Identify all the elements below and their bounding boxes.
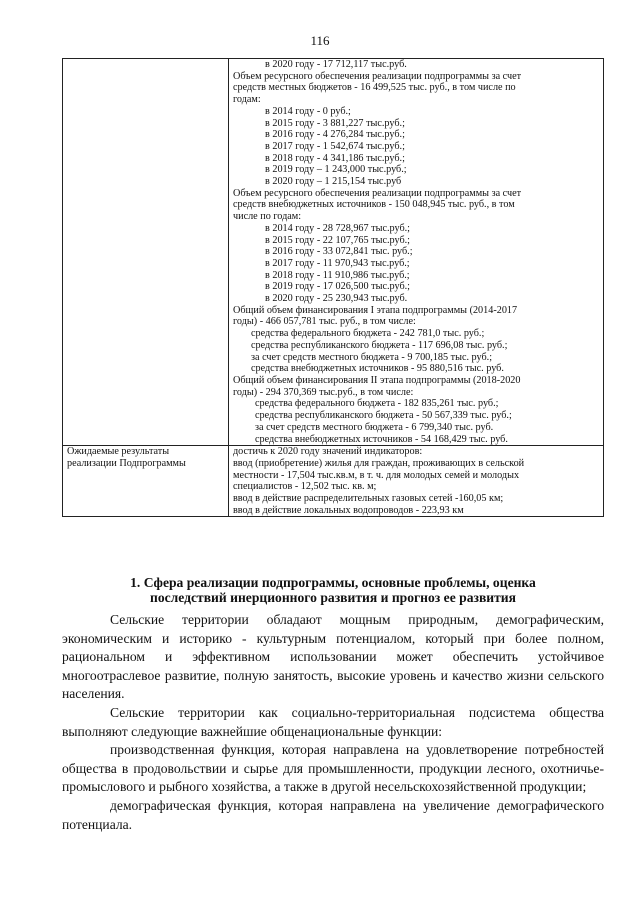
table-row (63, 446, 604, 517)
funding-line: Общий объем финансирования II этапа подпрограммы (2018-2020 (233, 374, 521, 386)
funding-line: в 2016 году - 33 072,841 тыс. руб.; (265, 246, 413, 258)
funding-line: средства республиканского бюджета - 50 567,339 тыс. руб.; (255, 410, 512, 422)
paragraph: Сельские территории как социально-территориальная подсистема общества выполняют следующие важнейшие общенациональные функции: (62, 704, 604, 739)
funding-line: средств местных бюджетов - 16 499,525 тыс. руб., в том числе по (233, 82, 516, 94)
table-row (63, 59, 604, 446)
funding-line: в 2015 году - 22 107,765 тыс.руб.; (265, 234, 411, 246)
funding-line: за счет средств местного бюджета - 6 799,340 тыс. руб. (255, 421, 494, 433)
funding-line: годы) - 466 057,781 тыс. руб., в том числе: (233, 316, 416, 328)
funding-line: в 2016 году - 4 276,284 тыс.руб.; (265, 129, 405, 141)
funding-line: в 2015 году - 3 881,227 тыс.руб.; (265, 117, 405, 129)
funding-line: в 2018 году - 11 910,986 тыс.руб.; (265, 269, 410, 281)
paragraph: производственная функция, которая направлена на удовлетворение потребностей общества в продовольствии и сырье для промышленности, продукции лесного, охотничье-промыслового и рыбного хозяйства, а также в другой несельскохозяйственной продукции; (62, 742, 604, 795)
section-heading-line: 1. Сфера реализации подпрограммы, основные проблемы, оценка (130, 575, 536, 590)
funding-line: Объем ресурсного обеспечения реализации подпрограммы за счет (233, 70, 522, 82)
table-cell-empty (63, 59, 229, 446)
funding-line: за счет средств местного бюджета - 9 700,185 тыс. руб.; (251, 351, 493, 363)
funding-line: Общий объем финансирования I этапа подпрограммы (2014-2017 (233, 304, 518, 316)
expected-results-label-cell (63, 446, 229, 517)
funding-line: средств внебюджетных источников - 150 048,945 тыс. руб., в том (233, 199, 515, 211)
funding-line: средства республиканского бюджета - 117 696,08 тыс. руб.; (251, 339, 508, 351)
result-line: ввод в действие локальных водопроводов - 223,93 км (233, 504, 464, 516)
program-passport-table (62, 58, 604, 517)
expected-results-label: Ожидаемые результаты (67, 446, 170, 458)
expected-results-label: реализации Подпрограммы (67, 457, 186, 469)
funding-line: в 2019 году - 17 026,500 тыс.руб.; (265, 281, 411, 293)
funding-line: средства внебюджетных источников - 54 168,429 тыс. руб. (255, 433, 508, 445)
page-number: 116 (310, 33, 330, 48)
paragraph: демографическая функция, которая направлена на увеличение демографического потенциала. (62, 797, 604, 832)
result-line: местности - 17,504 тыс.кв.м, в т. ч. для молодых семей и молодых (233, 469, 520, 481)
funding-line: в 2018 году - 4 341,186 тыс.руб.; (265, 152, 405, 164)
result-line: ввод (приобретение) жилья для граждан, проживающих в сельской (233, 457, 525, 469)
funding-line: в 2020 году - 17 712,117 тыс.руб. (265, 59, 407, 70)
funding-line: в 2020 году - 25 230,943 тыс.руб. (265, 293, 408, 305)
expected-results-cell (229, 446, 604, 517)
funding-line: годам: (233, 94, 261, 106)
funding-line: Объем ресурсного обеспечения реализации подпрограммы за счет (233, 187, 522, 199)
funding-cell (229, 59, 604, 446)
funding-line: в 2019 году – 1 243,000 тыс.руб.; (265, 164, 407, 176)
funding-lines (233, 59, 599, 445)
funding-line: в 2014 году - 28 728,967 тыс.руб.; (265, 222, 411, 234)
funding-line: в 2014 году - 0 руб.; (265, 105, 351, 117)
body-text (62, 611, 604, 834)
funding-line: годы) - 294 370,369 тыс.руб., в том числе: (233, 386, 414, 398)
funding-line: средства федерального бюджета - 242 781,0 тыс. руб.; (251, 328, 485, 340)
paragraph: Сельские территории обладают мощным природным, демографическим, экономическим и историко - культурным потенциалом, который при более полном, рациональном и эффективном использовании может обеспечить устойчивое многоотраслевое развитие, полную занятость, высокие уровень и качество жизни сельского населения. (62, 612, 604, 702)
funding-line: числе по годам: (233, 211, 302, 223)
section-heading (62, 575, 604, 605)
result-line: специалистов - 12,502 тыс. кв. м; (233, 481, 377, 493)
funding-line: в 2017 году - 11 970,943 тыс.руб.; (265, 257, 410, 269)
funding-line: в 2017 году - 1 542,674 тыс.руб.; (265, 140, 405, 152)
section-heading-line: последствий инерционного развития и прогноз ее развития (149, 590, 516, 605)
funding-line: средства федерального бюджета - 182 835,261 тыс. руб.; (255, 398, 499, 410)
result-line: достичь к 2020 году значений индикаторов: (233, 446, 423, 458)
result-line: ввод в действие распределительных газовых сетей -160,05 км; (233, 493, 504, 505)
funding-line: средства внебюджетных источников - 95 880,516 тыс. руб. (251, 363, 504, 375)
funding-line: в 2020 году – 1 215,154 тыс.руб (265, 176, 402, 188)
